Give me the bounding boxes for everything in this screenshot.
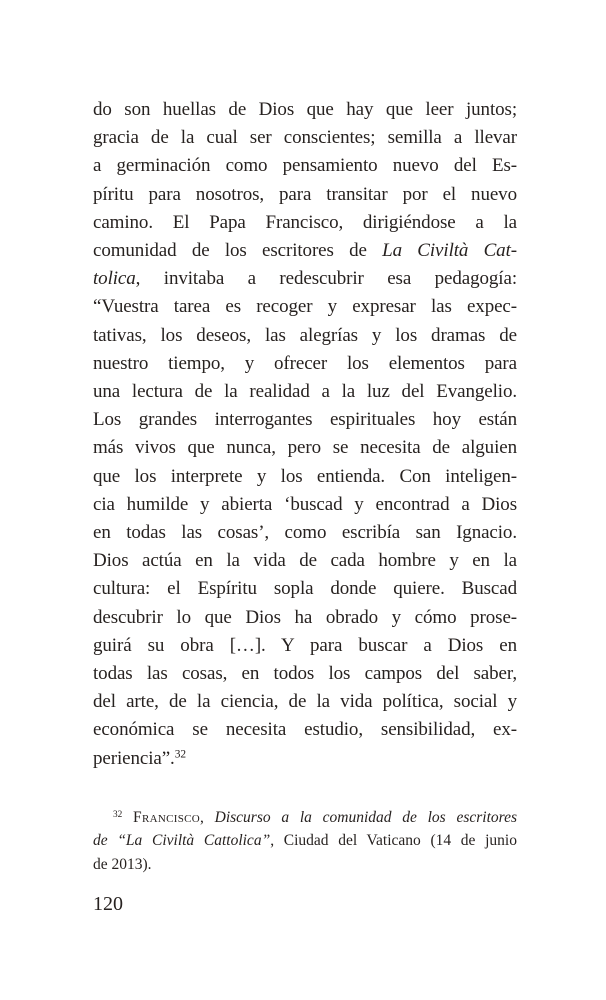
- text-segment: tolica: [93, 268, 136, 290]
- text-segment: píritu para nosotros, para transitar por el nuevo: [93, 183, 517, 205]
- text-segment: Los grandes interrogantes espirituales hoy están: [93, 409, 517, 431]
- text-line: [93, 293, 517, 321]
- text-segment: a germinación como pensamiento nuevo del Es-: [93, 155, 517, 177]
- footnote-reference: 32: [113, 809, 123, 820]
- text-line: [93, 378, 517, 406]
- text-segment: do son huellas de Dios que hay que leer juntos;: [93, 99, 517, 120]
- text-segment: del arte, de la ciencia, de la vida política, social y: [93, 691, 517, 713]
- text-line: [93, 745, 517, 773]
- text-line: [93, 853, 517, 876]
- text-segment: que los interprete y los entienda. Con inteligen-: [93, 465, 517, 487]
- text-line: [93, 265, 517, 293]
- text-segment: descubrir lo que Dios ha obrado y cómo prose-: [93, 606, 517, 628]
- text-segment: periencia”.: [93, 747, 175, 769]
- text-segment: guirá su obra […]. Y para buscar a Dios en: [93, 634, 517, 656]
- text-segment: camino. El Papa Francisco, dirigiéndose a la: [93, 211, 517, 233]
- text-segment: de 2013).: [93, 855, 152, 873]
- text-segment: económica se necesita estudio, sensibilidad, ex-: [93, 719, 517, 741]
- text-line: [93, 322, 517, 350]
- text-line: [93, 688, 517, 716]
- text-line: [93, 463, 517, 491]
- text-segment: comunidad de los escritores de: [93, 240, 383, 262]
- footnote-reference: 32: [174, 748, 187, 761]
- text-line: [93, 96, 517, 124]
- text-line: [93, 829, 517, 852]
- text-line: [93, 181, 517, 209]
- text-line: [93, 434, 517, 462]
- text-line: [93, 152, 517, 180]
- text-segment: La Civiltà Cat-: [382, 240, 517, 262]
- text-segment: gracia de la cual ser conscientes; semilla a llevar: [93, 127, 517, 149]
- text-line: [93, 491, 517, 519]
- text-line: [93, 716, 517, 744]
- text-segment: cia humilde y abierta ‘buscad y encontrad a Dios: [93, 493, 517, 515]
- text-line: [93, 632, 517, 660]
- text-segment: nuestro tiempo, y ofrecer los elementos para: [93, 352, 517, 374]
- text-line: [93, 519, 517, 547]
- text-line: [93, 406, 517, 434]
- text-segment: en todas las cosas’, como escribía san Ignacio.: [93, 522, 517, 544]
- text-segment: ,: [200, 809, 215, 826]
- text-segment: Francisco: [133, 809, 200, 826]
- text-line: [93, 350, 517, 378]
- text-line: [93, 237, 517, 265]
- text-segment: de “La Civiltà Cattolica”: [93, 832, 271, 850]
- text-line: [93, 604, 517, 632]
- text-segment: [122, 809, 133, 826]
- text-segment: , Ciudad del Vaticano (14 de junio: [270, 832, 517, 850]
- text-segment: Discurso a la comunidad de los escritores: [214, 809, 518, 826]
- text-line: [93, 547, 517, 575]
- text-segment: una lectura de la realidad a la luz del Evangelio.: [93, 381, 517, 403]
- text-line: [93, 209, 517, 237]
- text-segment: , invitaba a redescubrir esa pedagogía:: [135, 268, 517, 290]
- text-line: [93, 660, 517, 688]
- text-segment: Dios actúa en la vida de cada hombre y en la: [93, 550, 517, 572]
- text-segment: cultura: el Espíritu sopla donde quiere. Buscad: [93, 578, 517, 600]
- text-line: [93, 806, 517, 829]
- text-segment: tativas, los deseos, las alegrías y los dramas de: [93, 324, 517, 346]
- body-text: [93, 96, 517, 773]
- text-line: [93, 124, 517, 152]
- footnote: [93, 806, 517, 876]
- text-segment: todas las cosas, en todos los campos del saber,: [93, 663, 517, 685]
- text-segment: más vivos que nunca, pero se necesita de alguien: [93, 437, 517, 459]
- page-number: 120: [93, 893, 123, 915]
- text-segment: “Vuestra tarea es recoger y expresar las expec-: [93, 296, 517, 318]
- text-line: [93, 575, 517, 603]
